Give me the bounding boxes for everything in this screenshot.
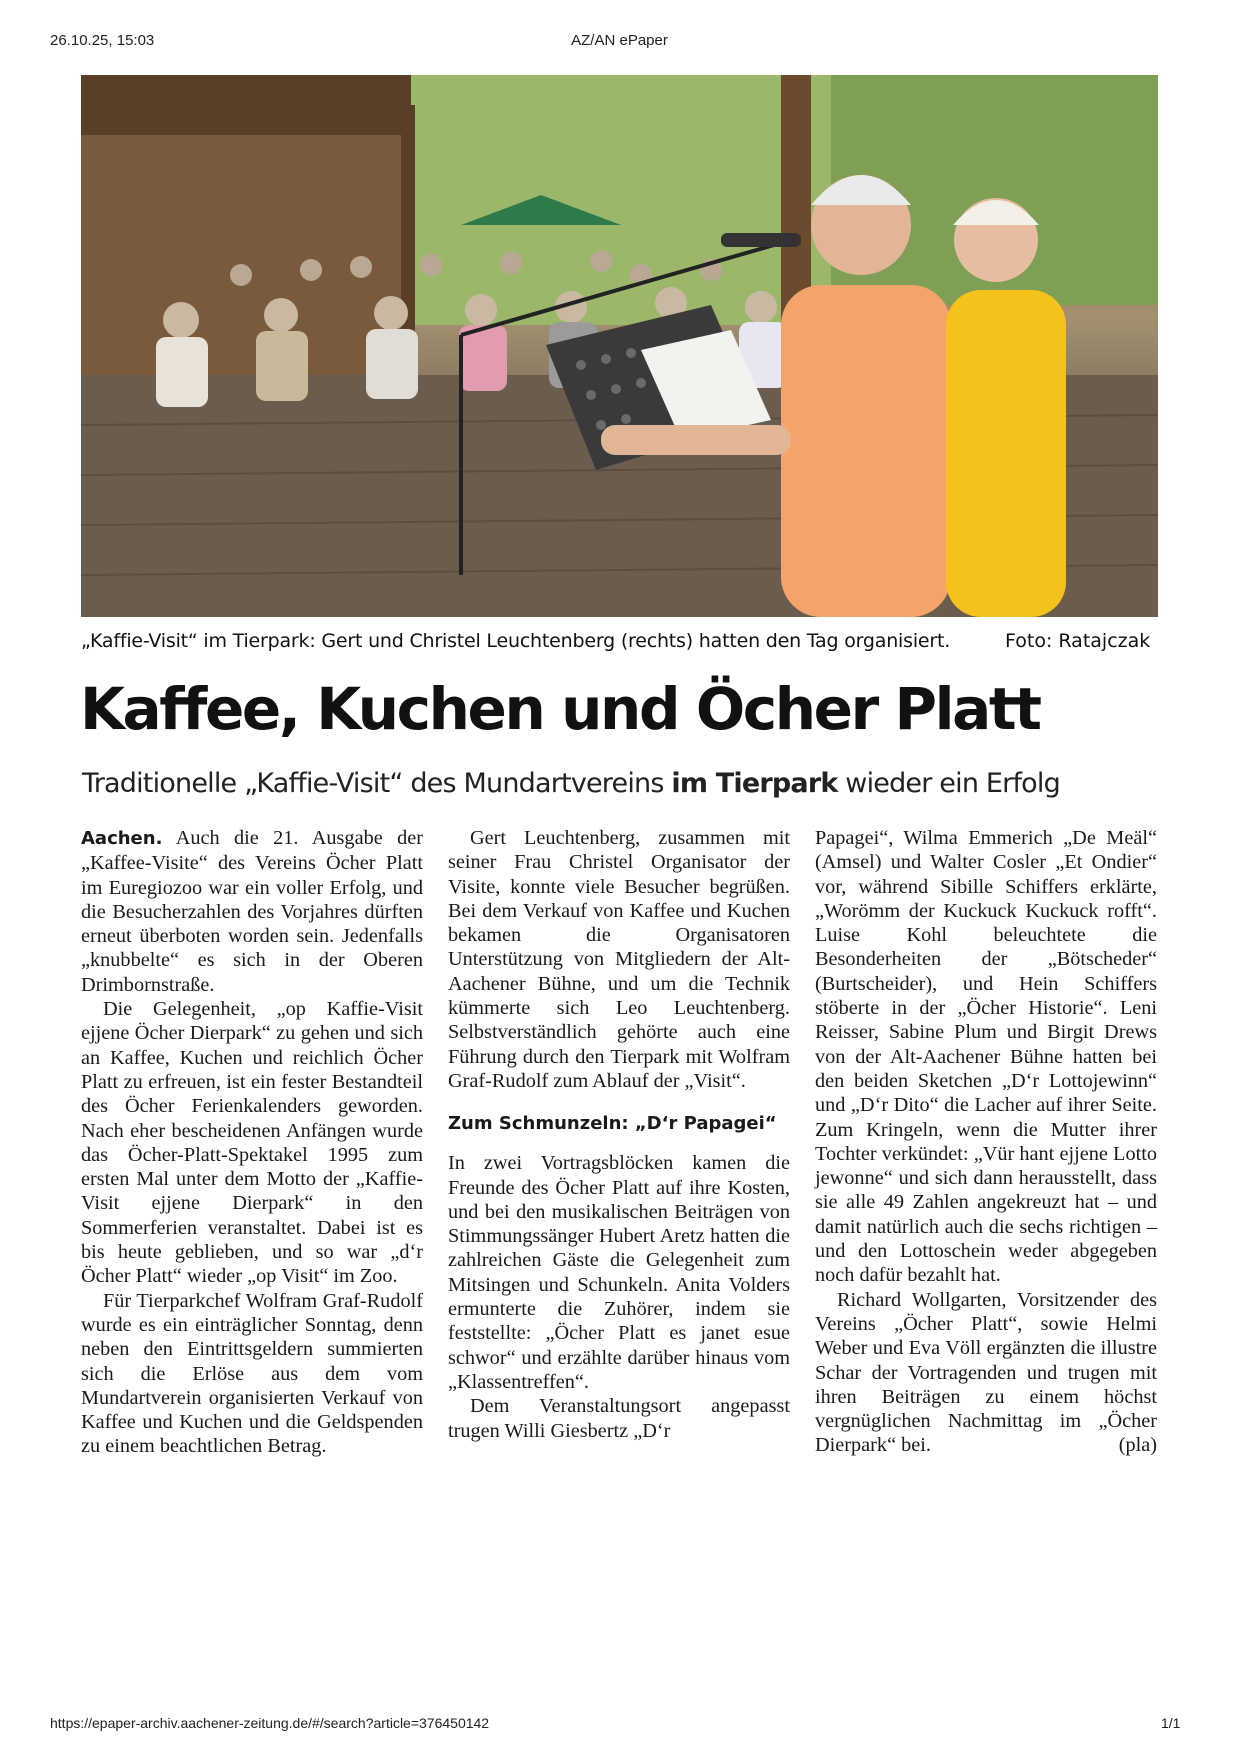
photo-credit: Foto: Ratajczak <box>1005 630 1151 652</box>
paragraph <box>81 826 423 997</box>
paragraph: Gert Leuchtenberg, zusammen mit seiner Frau Christel Organisator der Visite, konnte viele Besucher begrüßen. Bei dem Verkauf von Kaffee und Kuchen bekamen die Organisatoren Unterstützung von Mitgliedern der Alt-Aachener Bühne, und um die Technik kümmerte sich Leo Leuchtenberg. Selbstverständlich gehörte auch eine Führung durch den Tierpark mit Wolfram Graf-Rudolf zum Ablauf der „Visit“. <box>448 827 790 1092</box>
photo-caption: „Kaffie-Visit“ im Tierpark: Gert und Christel Leuchtenberg (rechts) hatten den Tag organisiert. <box>81 630 951 652</box>
paragraph <box>815 1288 1157 1458</box>
footer-page-number: 1/1 <box>1161 1715 1181 1731</box>
article-column-3 <box>815 826 1157 1458</box>
paragraph-text: Auch die 21. Ausgabe der „Kaffee-Visite“ des Vereins Öcher Platt im Euregiozoo war ein voller Erfolg, und die Besucherzahlen des Vorjahres dürften erneut überboten worden sein. Jedenfalls „knubbelte“ es sich in der Oberen Drimbornstraße. <box>81 827 423 996</box>
paragraph: Die Gelegenheit, „op Kaffie-Visit ejjene Öcher Dierpark“ zu gehen und sich an Kaffee, Kuchen und reichlich Öcher Platt zu erfreuen, ist ein fester Bestandteil des Öcher Ferienkalenders geworden. Nach eher bescheidenen Anfängen wurde das Öcher-Platt-Spektakel 1995 zum ersten Mal unter dem Motto der „Kaffie-Visit ejjene Dierpark“ in den Sommerferien veranstaltet. Dabei ist es bis heute geblieben, und so war „d‘r Öcher Platt“ wieder „op Visit“ im Zoo. <box>81 998 423 1288</box>
author-signature: (pla) <box>1118 1434 1157 1457</box>
dateline: Aachen. <box>81 828 163 849</box>
paragraph: Papagei“, Wilma Emmerich „De Meäl“ (Amsel) und Walter Cosler „Et Ondier“ vor, während Sibille Schiffers erklärte, „Worömm der Kuckuck Kuckuck rofft“. Luise Kohl beleuchtete die Besonderheiten der „Bötscheder“ (Burtscheider), und Hein Schiffers stöberte in der „Öcher Historie“. Leni Reisser, Sabine Plum und Birgit Drews von der Alt-Aachener Bühne hatten bei den beiden Sketchen „D‘r Lottojewinn“ und „D‘r Dito“ die Lacher auf ihrer Seite. Zum Kringeln, wenn die Mutter ihrer Tochter verkündet: „Vür hant ejjene Lotto jewonne“ und sich dann herausstellt, dass sie alle 49 Zahlen angekreuzt hat – und damit natürlich auch die sechs richtigen – und den Lottoschein weder abgegeben noch dafür bezahlt hat. <box>815 827 1157 1287</box>
article-headline: Kaffee, Kuchen und Öcher Platt <box>80 675 1040 743</box>
interhead: Zum Schmunzeln: „D‘r Papagei“ <box>448 1113 777 1135</box>
article-column-2 <box>448 826 790 1443</box>
article-subhead <box>82 768 1060 799</box>
footer-url: https://epaper-archiv.aachener-zeitung.de/#/search?article=376450142 <box>50 1715 490 1731</box>
paragraph: Für Tierparkchef Wolfram Graf-Rudolf wurde es ein einträglicher Sonntag, denn neben den Eintrittsgeldern summierten sich die Erlöse aus dem vom Mundartverein organisierten Verkauf von Kaffee und Kuchen und die Geldspenden zu einem beachtlichen Betrag. <box>81 1289 423 1458</box>
print-date: 26.10.25, 15:03 <box>50 32 155 49</box>
article-photo <box>81 75 1158 617</box>
photo-illustration <box>81 75 1158 617</box>
subhead-text-2: wieder ein Erfolg <box>837 768 1060 799</box>
paragraph: In zwei Vortragsblöcken kamen die Freunde des Öcher Platt auf ihre Kosten, und bei den musikalischen Beiträgen von Stimmungssänger Hubert Aretz hatten die zahlreichen Gäste die Gelegenheit zum Mitsingen und Schunkeln. Anita Volders ermunterte die Zuhörer, indem sie feststellte: „Öcher Platt es janet esue schwor“ und erzählte darüber hinaus vom „Klassentreffen“. <box>448 1152 790 1393</box>
paragraph: Dem Veranstaltungsort angepasst trugen Willi Giesbertz „D‘r <box>448 1395 790 1442</box>
article-column-1 <box>81 826 423 1459</box>
subhead-bold: im Tierpark <box>671 768 838 799</box>
subhead-text-1: Traditionelle „Kaffie-Visit“ des Mundartvereins <box>82 768 672 799</box>
print-title: AZ/AN ePaper <box>571 32 668 49</box>
paragraph-text: Richard Wollgarten, Vorsitzender des Vereins „Öcher Platt“, sowie Helmi Weber und Eva Völl ergänzten die illustre Schar der Vortragenden und trugen mit ihren Beiträgen zu einem höchst vergnüglichen Nachmittag im „Öcher Dierpark“ bei. <box>815 1288 1157 1457</box>
